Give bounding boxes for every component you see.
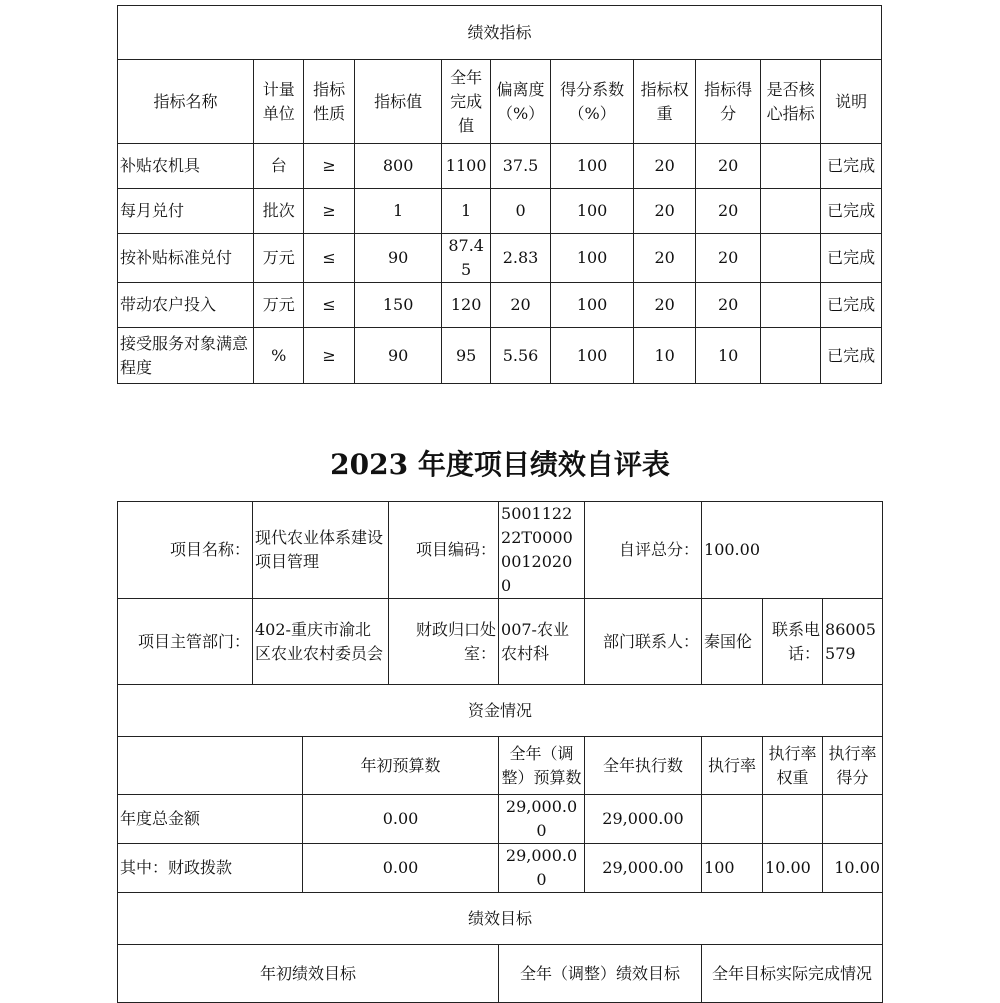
project-code-label: 项目编码： <box>389 502 499 599</box>
header-cell: 年初绩效目标 <box>118 945 499 1003</box>
nature-cell: ≤ <box>304 234 354 283</box>
completed-value-cell: 95 <box>442 328 490 384</box>
deviation-cell: 2.83 <box>490 234 550 283</box>
project-name-label: 项目名称： <box>118 502 253 599</box>
header-cell: 指标值 <box>354 60 442 144</box>
table-row <box>118 144 882 189</box>
core-indicator-cell <box>760 144 820 189</box>
executed-cell: 29,000.00 <box>585 795 702 844</box>
header-cell: 年初预算数 <box>303 737 499 795</box>
self-score-label: 自评总分： <box>585 502 702 599</box>
header-cell: 得分系数（%） <box>551 60 634 144</box>
phone-label: 联系电话： <box>763 599 823 685</box>
header-cell: 指标得分 <box>696 60 760 144</box>
header-cell: 指标权重 <box>633 60 695 144</box>
score-cell: 20 <box>696 283 760 328</box>
note-cell: 已完成 <box>821 234 882 283</box>
note-cell: 已完成 <box>821 144 882 189</box>
core-indicator-cell <box>760 189 820 234</box>
table-row <box>118 795 883 844</box>
funds-header-row <box>118 737 883 795</box>
execution-rate-cell <box>702 795 763 844</box>
score-cell: 20 <box>696 144 760 189</box>
project-name-value: 现代农业体系建设项目管理 <box>253 502 389 599</box>
header-cell: 全年完成值 <box>442 60 490 144</box>
section-title-funds: 资金情况 <box>118 685 883 737</box>
office-label: 财政归口处室： <box>389 599 499 685</box>
completed-value-cell: 1 <box>442 189 490 234</box>
note-cell: 已完成 <box>821 283 882 328</box>
coefficient-cell: 100 <box>551 328 634 384</box>
completed-value-cell: 87.45 <box>442 234 490 283</box>
header-cell: 全年（调整）预算数 <box>499 737 585 795</box>
execution-weight-cell: 10.00 <box>763 844 823 893</box>
office-value: 007-农业农村科 <box>499 599 585 685</box>
target-value-cell: 800 <box>354 144 442 189</box>
execution-weight-cell <box>763 795 823 844</box>
indicator-name: 每月兑付 <box>118 189 254 234</box>
header-cell: 全年目标实际完成情况 <box>702 945 883 1003</box>
initial-budget-cell: 0.00 <box>303 844 499 893</box>
project-code-value: 500112222T000000120200 <box>499 502 585 599</box>
table-row <box>118 283 882 328</box>
target-value-cell: 1 <box>354 189 442 234</box>
performance-indicator-table <box>117 5 882 384</box>
header-cell: 全年（调整）绩效目标 <box>499 945 702 1003</box>
unit-cell: 台 <box>254 144 304 189</box>
coefficient-cell: 100 <box>551 234 634 283</box>
execution-score-cell: 10.00 <box>823 844 883 893</box>
indicator-name: 带动农户投入 <box>118 283 254 328</box>
execution-score-cell <box>823 795 883 844</box>
coefficient-cell: 100 <box>551 189 634 234</box>
unit-cell: 万元 <box>254 234 304 283</box>
indicator-name: 补贴农机具 <box>118 144 254 189</box>
weight-cell: 20 <box>633 283 695 328</box>
table-row <box>118 844 883 893</box>
section-title-indicators: 绩效指标 <box>118 6 882 60</box>
unit-cell: 万元 <box>254 283 304 328</box>
weight-cell: 10 <box>633 328 695 384</box>
deviation-cell: 0 <box>490 189 550 234</box>
deviation-cell: 5.56 <box>490 328 550 384</box>
self-score-value: 100.00 <box>702 502 883 599</box>
note-cell: 已完成 <box>821 189 882 234</box>
score-cell: 20 <box>696 189 760 234</box>
coefficient-cell: 100 <box>551 144 634 189</box>
score-cell: 20 <box>696 234 760 283</box>
header-cell: 是否核心指标 <box>760 60 820 144</box>
target-value-cell: 90 <box>354 234 442 283</box>
header-cell: 指标性质 <box>304 60 354 144</box>
contact-value: 秦国伦 <box>702 599 763 685</box>
indicator-name: 接受服务对象满意程度 <box>118 328 254 384</box>
dept-label: 项目主管部门： <box>118 599 253 685</box>
nature-cell: ≥ <box>304 144 354 189</box>
execution-rate-cell: 100 <box>702 844 763 893</box>
adjusted-budget-cell: 29,000.00 <box>499 844 585 893</box>
core-indicator-cell <box>760 328 820 384</box>
dept-value: 402-重庆市渝北区农业农村委员会 <box>253 599 389 685</box>
deviation-cell: 37.5 <box>490 144 550 189</box>
contact-label: 部门联系人： <box>585 599 702 685</box>
goals-header-row <box>118 945 883 1003</box>
header-cell <box>118 737 303 795</box>
table-row <box>118 189 882 234</box>
unit-cell: 批次 <box>254 189 304 234</box>
nature-cell: ≤ <box>304 283 354 328</box>
section-title-goals: 绩效目标 <box>118 893 883 945</box>
indicator-name: 按补贴标准兑付 <box>118 234 254 283</box>
fund-row-label: 年度总金额 <box>118 795 303 844</box>
note-cell: 已完成 <box>821 328 882 384</box>
form-title: 2023 年度项目绩效自评表 <box>330 448 670 481</box>
nature-cell: ≥ <box>304 328 354 384</box>
executed-cell: 29,000.00 <box>585 844 702 893</box>
table-row <box>118 328 882 384</box>
header-cell: 全年执行数 <box>585 737 702 795</box>
phone-value: 86005579 <box>823 599 883 685</box>
weight-cell: 20 <box>633 234 695 283</box>
project-info-row <box>118 502 883 599</box>
header-cell: 指标名称 <box>118 60 254 144</box>
target-value-cell: 150 <box>354 283 442 328</box>
header-cell: 执行率得分 <box>823 737 883 795</box>
weight-cell: 20 <box>633 189 695 234</box>
unit-cell: % <box>254 328 304 384</box>
project-self-evaluation-table <box>117 501 883 1003</box>
header-cell: 说明 <box>821 60 882 144</box>
header-cell: 执行率 <box>702 737 763 795</box>
adjusted-budget-cell: 29,000.00 <box>499 795 585 844</box>
coefficient-cell: 100 <box>551 283 634 328</box>
score-cell: 10 <box>696 328 760 384</box>
completed-value-cell: 1100 <box>442 144 490 189</box>
core-indicator-cell <box>760 283 820 328</box>
deviation-cell: 20 <box>490 283 550 328</box>
header-cell: 计量单位 <box>254 60 304 144</box>
project-dept-row <box>118 599 883 685</box>
table-header-row <box>118 60 882 144</box>
weight-cell: 20 <box>633 144 695 189</box>
completed-value-cell: 120 <box>442 283 490 328</box>
fund-row-label: 其中：财政拨款 <box>118 844 303 893</box>
target-value-cell: 90 <box>354 328 442 384</box>
header-cell: 偏离度（%） <box>490 60 550 144</box>
header-cell: 执行率权重 <box>763 737 823 795</box>
core-indicator-cell <box>760 234 820 283</box>
initial-budget-cell: 0.00 <box>303 795 499 844</box>
table-row <box>118 234 882 283</box>
nature-cell: ≥ <box>304 189 354 234</box>
